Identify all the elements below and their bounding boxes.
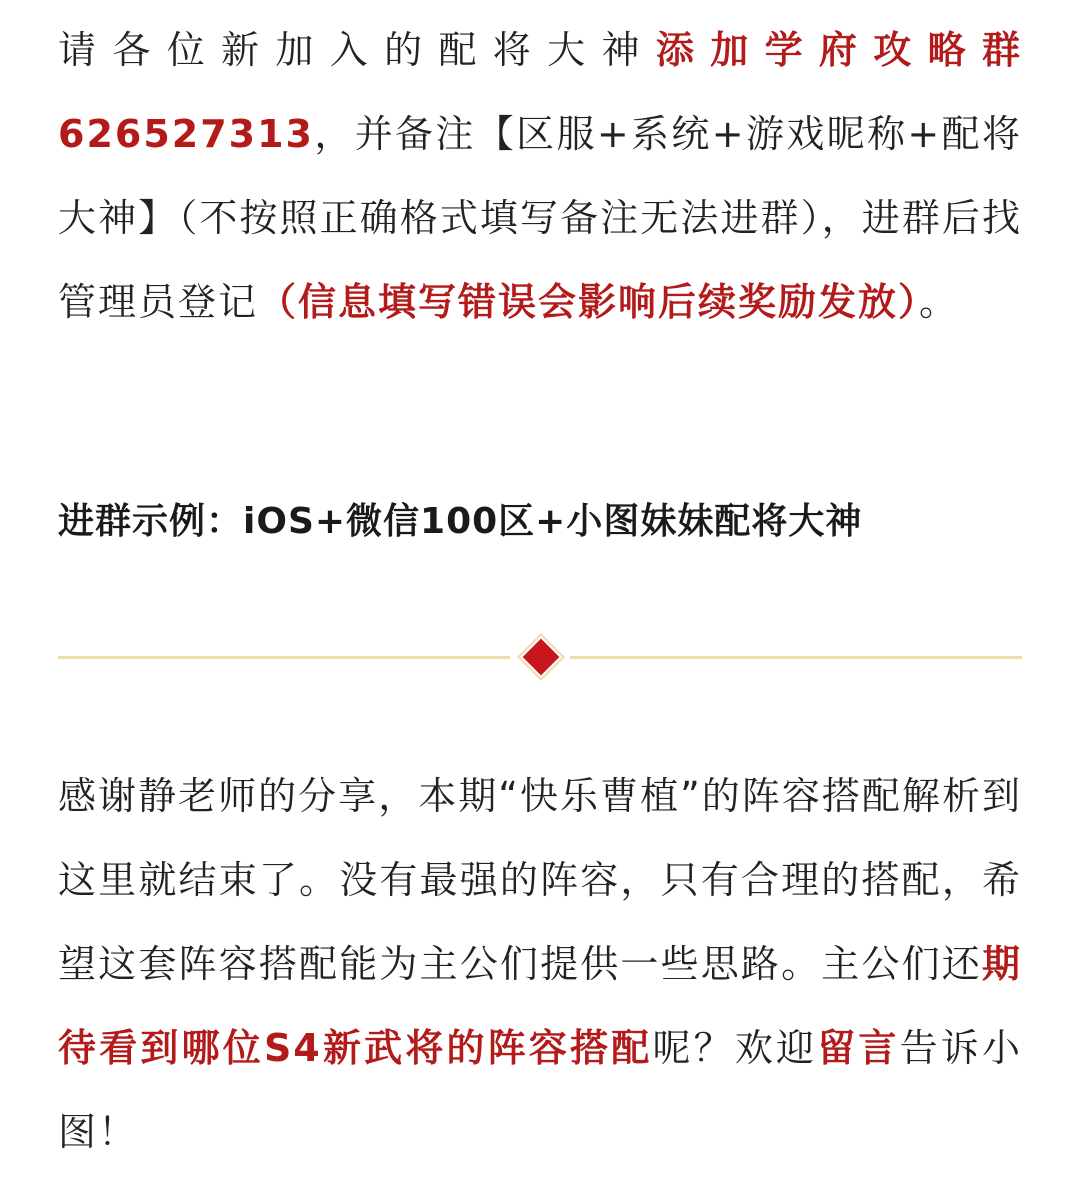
highlight-question: 期待看到哪位S4新武将的阵容搭配 <box>58 942 1022 1070</box>
paragraph-text: 感谢静老师的分享，本期“快乐曹植”的阵容搭配解析到这里就结束了。没有最强的阵容，只有合理的搭配，希望这套阵容搭配能为主公们提供一些思路。主公们还 <box>58 774 1022 986</box>
highlight-group-number: 添加学府攻略群626527313 <box>58 28 1022 156</box>
paragraph-text: 请各位新加入的配将大神 <box>58 28 656 72</box>
join-example: 进群示例：iOS+微信100区+小图妹妹配将大神 <box>58 501 863 542</box>
join-group-paragraph <box>58 8 1022 344</box>
section-divider <box>58 636 1022 680</box>
closing-paragraph <box>58 754 1022 1174</box>
divider-line-left <box>58 656 510 659</box>
highlight-comment: 留言 <box>817 1026 900 1070</box>
divider-line-right <box>570 656 1022 659</box>
paragraph-text: 呢？欢迎 <box>652 1026 818 1070</box>
paragraph-text: 告诉小图！ <box>58 1026 1022 1154</box>
highlight-warning: （信息填写错误会影响后续奖励发放） <box>258 280 920 324</box>
paragraph-text: 。 <box>919 280 960 324</box>
paragraph-text: ，并备注【区服+系统+游戏昵称+配将大神】（不按照正确格式填写备注无法进群），进群后找管理员登记 <box>58 112 1022 324</box>
